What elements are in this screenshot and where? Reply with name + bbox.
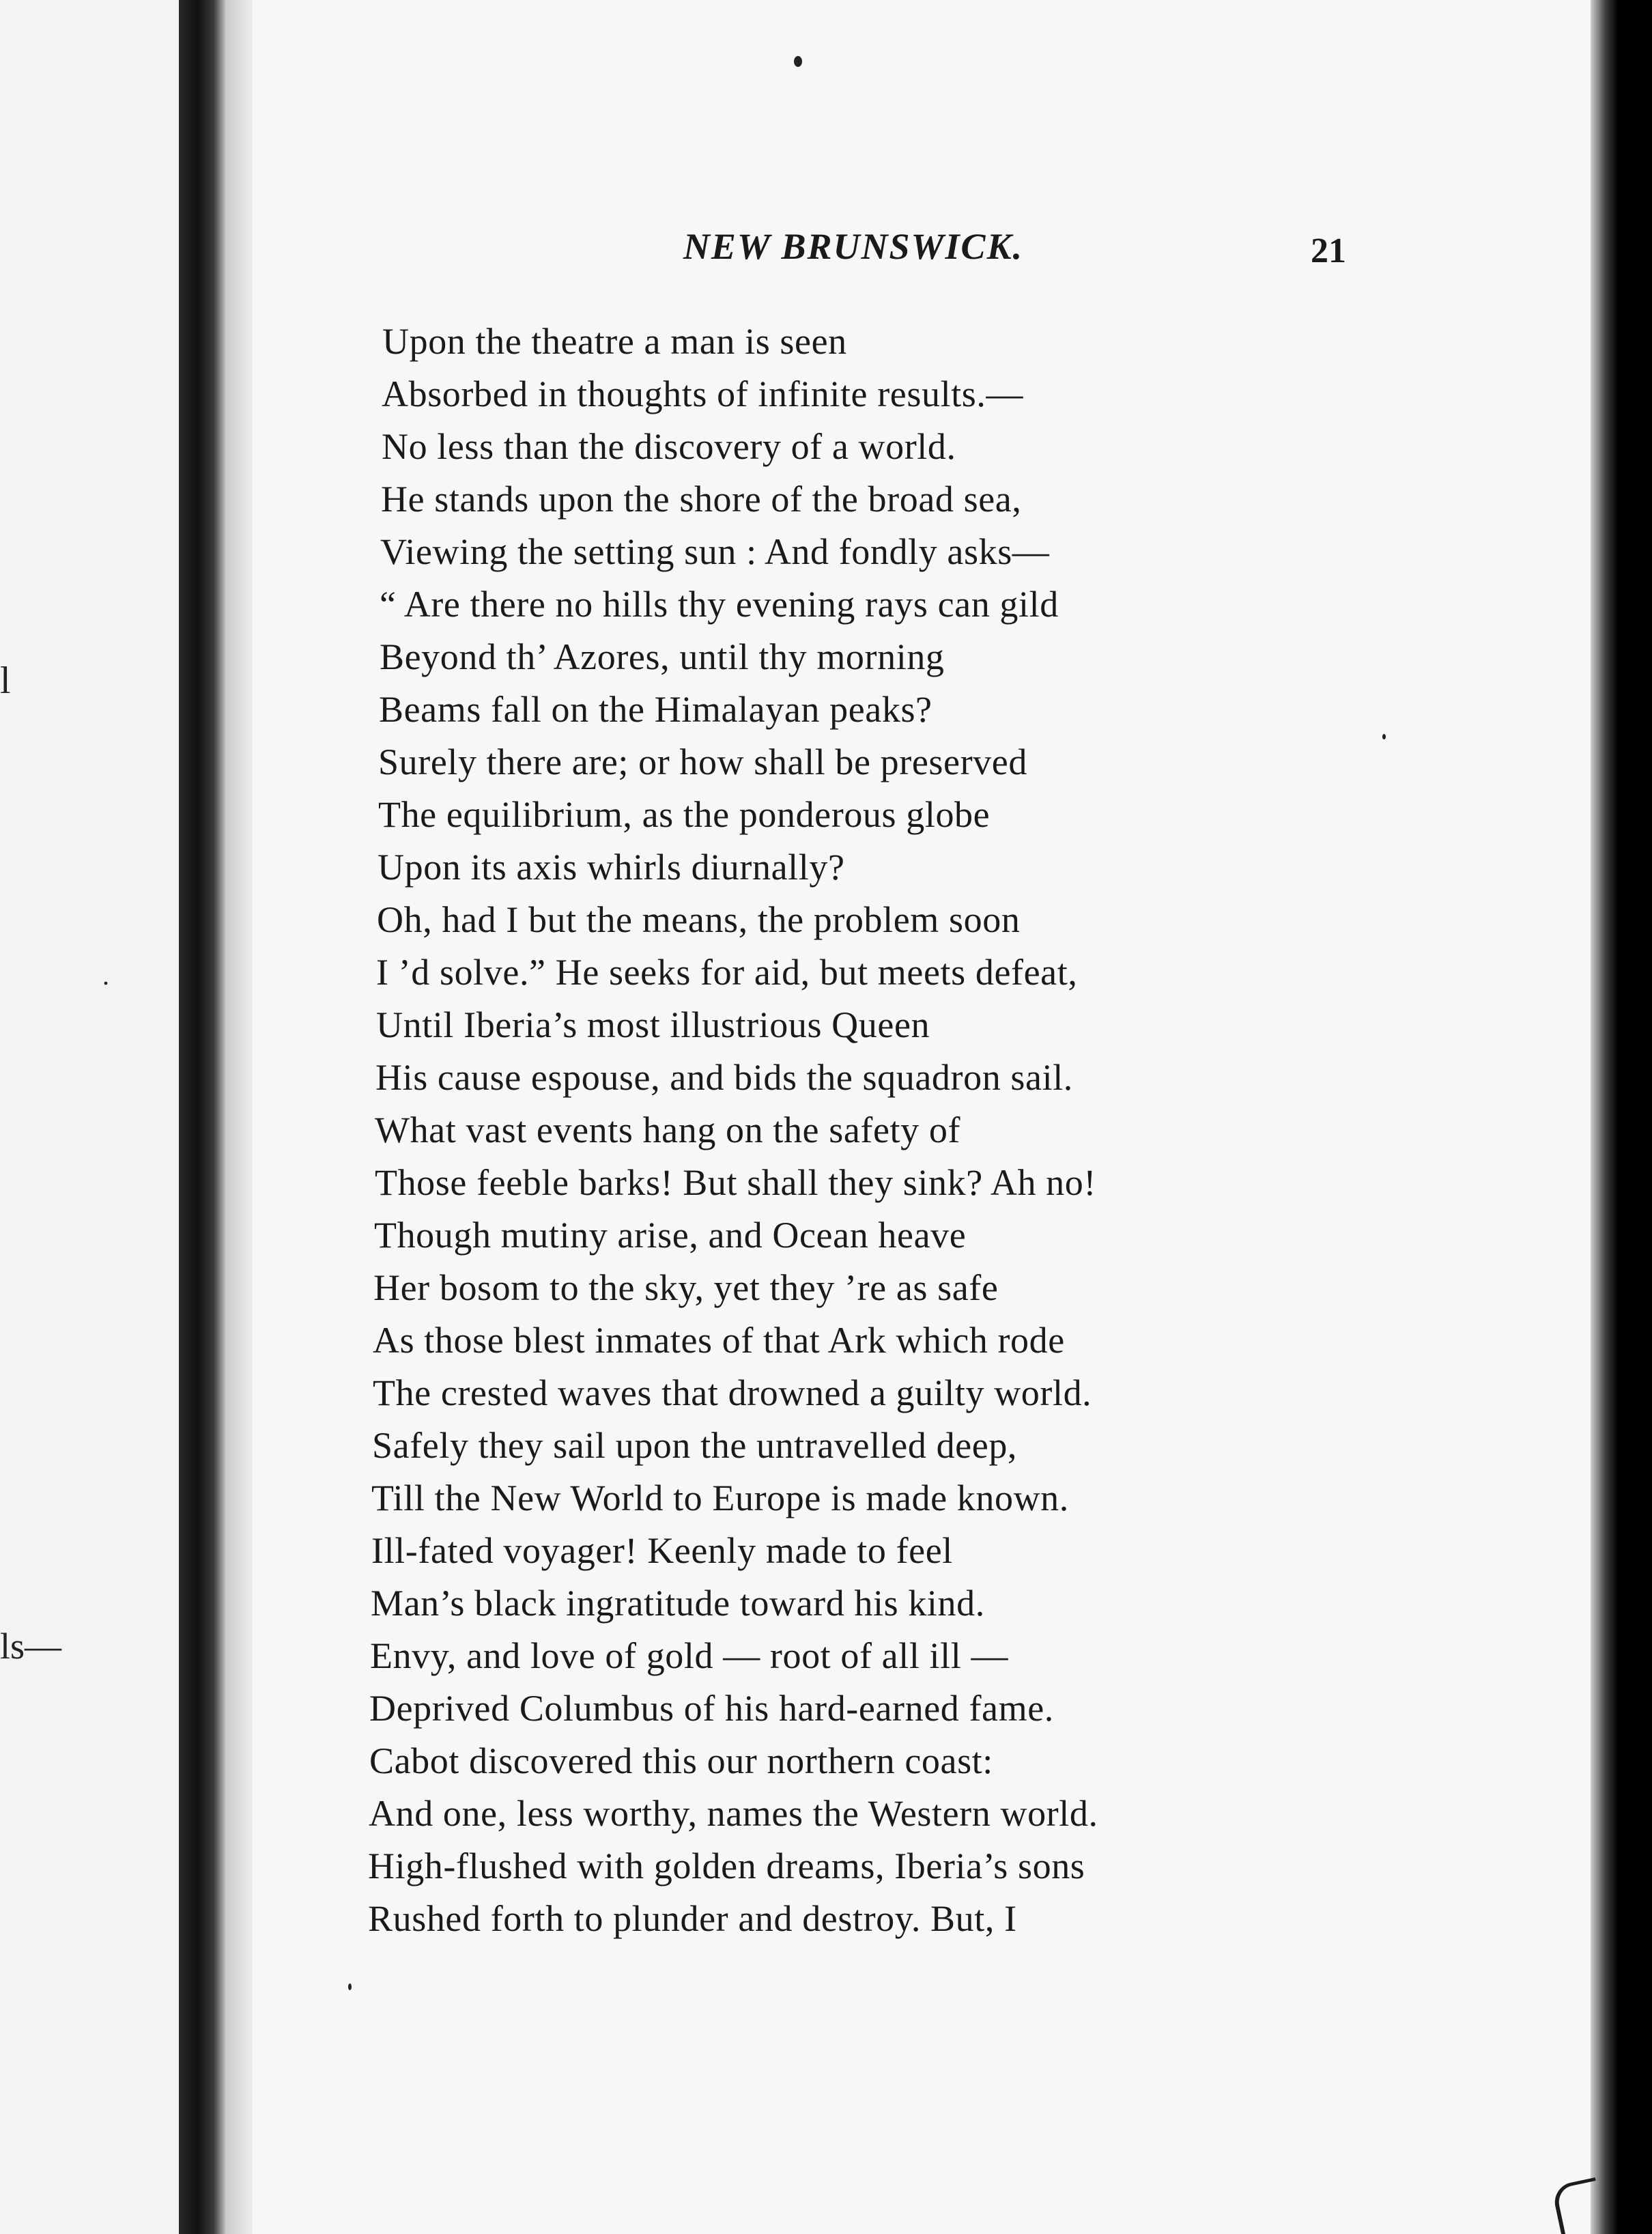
poem-line: Oh, had I but the means, the problem soon — [377, 899, 1021, 940]
poem-line: Cabot discovered this our northern coast: — [369, 1740, 993, 1781]
poem-line: Viewing the setting sun : And fondly asks— — [380, 531, 1050, 572]
poem-line: Upon its axis whirls diurnally? — [378, 847, 845, 888]
poem-line: Beyond th’ Azores, until thy morning — [380, 636, 945, 677]
poem-line: The equilibrium, as the ponderous globe — [378, 794, 991, 835]
running-header: NEW BRUNSWICK. — [683, 226, 1024, 267]
ink-speck — [348, 1983, 352, 1990]
poem-line: Surely there are; or how shall be preserved — [378, 741, 1027, 782]
poem-line: Ill-fated voyager! Keenly made to feel — [371, 1530, 953, 1571]
poem-line: Beams fall on the Himalayan peaks? — [379, 689, 932, 730]
poem-line: Deprived Columbus of his hard-earned fame. — [369, 1688, 1054, 1729]
poem-line: Safely they sail upon the untravelled deep, — [372, 1425, 1018, 1466]
poem-line: I ’d solve.” He seeks for aid, but meets defeat, — [376, 952, 1078, 993]
left-margin-fragment: . — [102, 960, 109, 991]
poem-line: Rushed forth to plunder and destroy. But, I — [368, 1898, 1017, 1939]
poem-line: Upon the theatre a man is seen — [382, 321, 847, 362]
right-page-edge-shadow — [1591, 0, 1652, 2234]
poem-line: And one, less worthy, names the Western world. — [369, 1793, 1098, 1834]
poem-line: Her bosom to the sky, yet they ’re as safe — [373, 1267, 999, 1308]
poem-line: Absorbed in thoughts of infinite results.— — [382, 373, 1024, 414]
poem-line: High-flushed with golden dreams, Iberia’s sons — [368, 1846, 1085, 1886]
poem-line: Till the New World to Europe is made known. — [371, 1477, 1069, 1518]
poem-line: His cause espouse, and bids the squadron sail. — [375, 1057, 1073, 1098]
poem-line: Man’s black ingratitude toward his kind. — [371, 1583, 985, 1624]
poem-line: Envy, and love of gold — root of all ill — — [370, 1635, 1009, 1676]
ink-speck — [794, 56, 802, 67]
poem-line: The crested waves that drowned a guilty world. — [373, 1372, 1092, 1413]
binding-shadow — [179, 0, 225, 2234]
poem-line: He stands upon the shore of the broad sea, — [381, 479, 1022, 520]
left-margin-fragment: l — [0, 660, 11, 702]
page-gutter — [225, 0, 253, 2234]
poem-line: Though mutiny arise, and Ocean heave — [374, 1215, 967, 1256]
poem-line: Until Iberia’s most illustrious Queen — [376, 1004, 930, 1045]
page-number: 21 — [1311, 231, 1346, 270]
ink-speck — [1382, 734, 1386, 739]
left-page — [0, 0, 179, 2234]
poem-line: Those feeble barks! But shall they sink? Ah no! — [375, 1162, 1096, 1203]
poem-line: What vast events hang on the safety of — [375, 1109, 961, 1150]
left-margin-fragment: ls— — [0, 1626, 62, 1667]
poem-line: As those blest inmates of that Ark which rode — [373, 1320, 1065, 1361]
poem-line: “ Are there no hills thy evening rays can gild — [380, 584, 1059, 625]
poem-line: No less than the discovery of a world. — [382, 426, 956, 467]
